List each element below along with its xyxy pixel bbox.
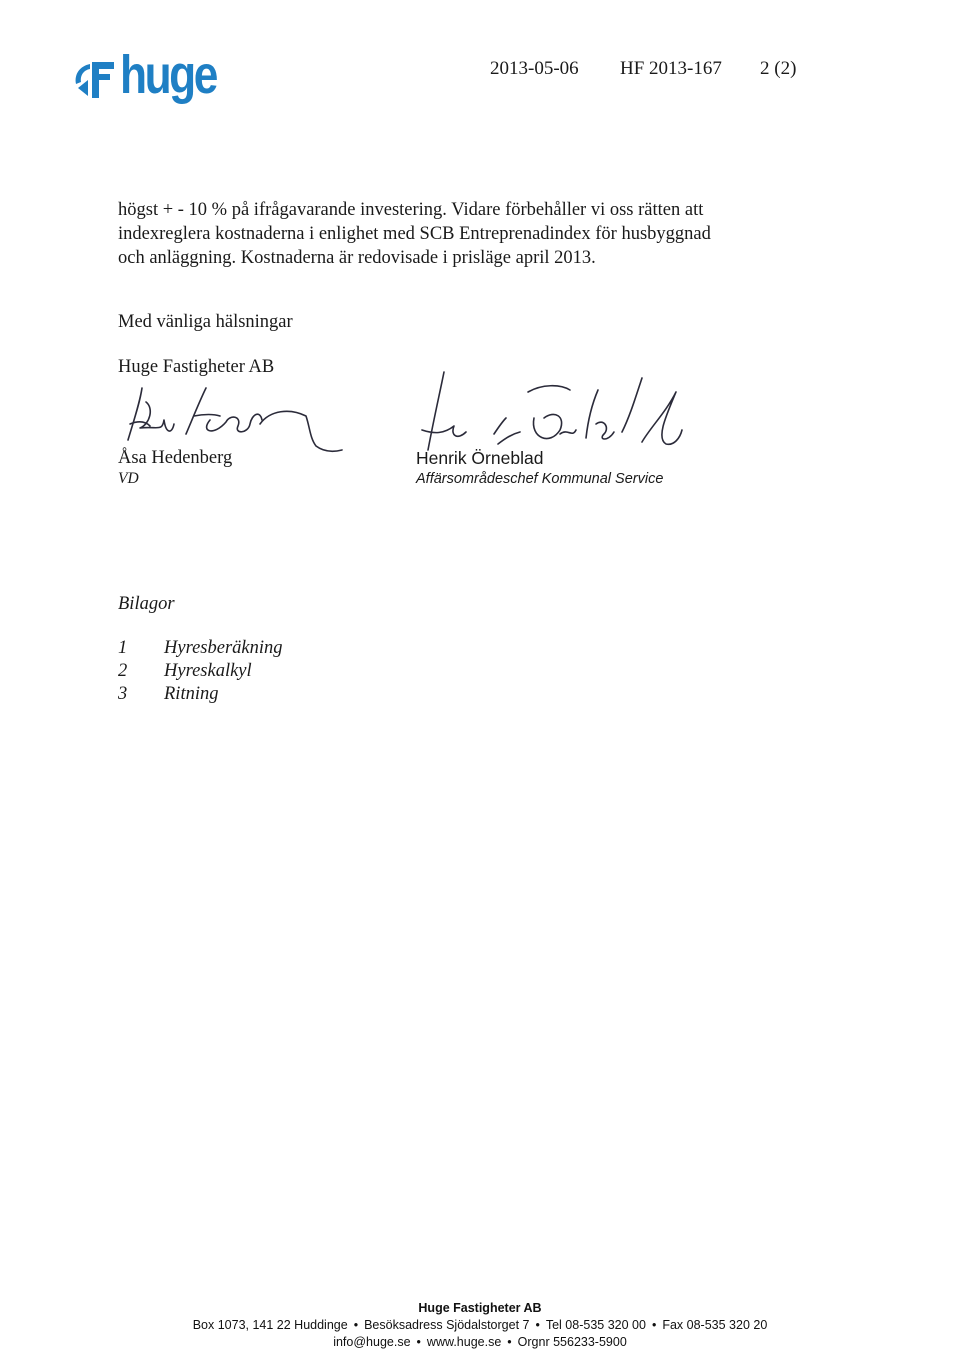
attachment-item	[118, 684, 283, 707]
footer-separator: •	[353, 1318, 359, 1332]
footer-visiting-address: Besöksadress Sjödalstorget 7	[364, 1318, 530, 1332]
attachment-label: Ritning	[164, 684, 219, 704]
document-reference: HF 2013-167	[620, 58, 722, 79]
footer-address-line	[0, 1317, 960, 1334]
company-logo	[72, 45, 237, 116]
sender-company: Huge Fastigheter AB	[118, 357, 275, 377]
footer-contact-line	[0, 1334, 960, 1351]
document-date: 2013-05-06	[490, 58, 579, 79]
footer-fax: Fax 08-535 320 20	[662, 1318, 768, 1332]
page-number: 2 (2)	[760, 58, 797, 79]
attachment-item	[118, 661, 283, 684]
footer-company: Huge Fastigheter AB	[418, 1301, 542, 1315]
body-line: indexreglera kostnaderna i enlighet med SCB Entreprenadindex för husbyggnad	[118, 224, 711, 244]
attachment-number: 3	[118, 684, 128, 704]
footer-website: www.huge.se	[426, 1335, 502, 1349]
footer-email: info@huge.se	[333, 1335, 411, 1349]
footer-separator: •	[507, 1335, 512, 1349]
footer-separator: •	[416, 1335, 421, 1349]
page-footer	[0, 1300, 960, 1351]
footer-phone: Tel 08-535 320 00	[545, 1318, 646, 1332]
attachments-heading: Bilagor	[118, 594, 175, 614]
signatory-title: VD	[118, 470, 139, 487]
signature-henrik-orneblad	[410, 368, 690, 458]
attachments-list	[118, 638, 283, 707]
attachment-label: Hyresberäkning	[164, 638, 283, 658]
body-line: högst + - 10 % på ifrågavarande investering. Vidare förbehåller vi oss rätten att	[118, 200, 704, 220]
attachment-number: 2	[118, 661, 128, 681]
signatory-name: Henrik Örneblad	[416, 448, 544, 468]
closing-greeting: Med vänliga hälsningar	[118, 312, 293, 332]
attachment-label: Hyreskalkyl	[164, 661, 252, 681]
signatory-title: Affärsområdeschef Kommunal Service	[416, 471, 664, 487]
logo-arrow-icon	[72, 58, 120, 102]
attachment-number: 1	[118, 638, 128, 658]
footer-separator: •	[651, 1318, 657, 1332]
body-line: och anläggning. Kostnaderna är redovisade i prisläge april 2013.	[118, 248, 596, 268]
body-paragraph	[118, 198, 808, 270]
footer-separator: •	[535, 1318, 540, 1332]
signatory-name: Åsa Hedenberg	[118, 448, 233, 468]
footer-postal-address: Box 1073, 141 22 Huddinge	[192, 1318, 348, 1332]
footer-org-number: Orgnr 556233-5900	[517, 1335, 627, 1349]
logo-wordmark: huge	[120, 45, 216, 105]
attachment-item	[118, 638, 283, 661]
